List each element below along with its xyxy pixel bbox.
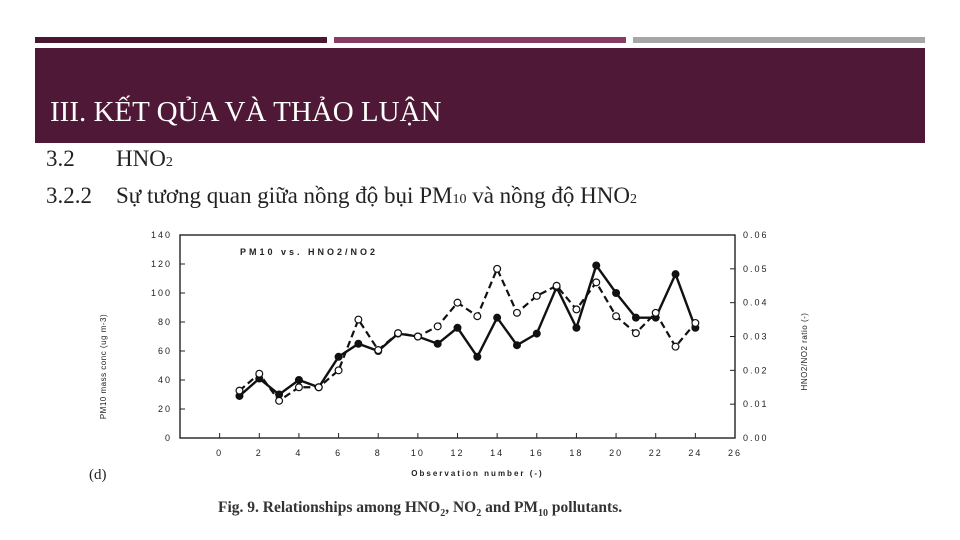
y-right-tick-label: 0.00 [743, 433, 769, 443]
x-axis-label: Observation number (-) [411, 469, 544, 478]
series-1-point [613, 290, 620, 297]
series-2-point [474, 313, 481, 320]
y-right-tick-label: 0.05 [743, 263, 769, 274]
section-number: 3.2 [46, 146, 75, 171]
series-2-point [553, 282, 560, 289]
series-1-point [494, 314, 501, 321]
series-2-point [652, 309, 659, 316]
subsection-text-b: và nồng độ HNO [466, 183, 630, 208]
series-2-point [434, 323, 441, 330]
series-line-2 [239, 269, 695, 401]
series-1-point [335, 353, 342, 360]
y-right-tick-label: 0.03 [743, 331, 769, 342]
series-2-point [414, 333, 421, 340]
y-left-tick-label: 0 [164, 433, 172, 443]
caption-sub-b: 2 [476, 508, 482, 520]
series-2-point [315, 384, 322, 391]
x-tick-label: 18 [569, 448, 584, 458]
x-tick-label: 24 [688, 448, 703, 458]
series-2-point [276, 397, 283, 404]
series-1-point [533, 330, 540, 337]
caption-sub-c: 10 [538, 508, 549, 520]
x-tick-label: 12 [450, 448, 465, 458]
series-2-point [375, 347, 382, 354]
series-1-point [434, 340, 441, 347]
x-tick-label: 0 [216, 448, 224, 458]
subsection-text-a: Sự tương quan giữa nồng độ bụi PM [116, 183, 453, 208]
panel-label: (d) [89, 467, 107, 483]
caption-part-b: , NO [445, 499, 477, 516]
section-subscript: 2 [165, 155, 173, 170]
section-heading [46, 146, 173, 172]
y-left-tick-label: 60 [157, 346, 172, 356]
y-right-tick-label: 0.04 [743, 297, 769, 308]
series-2-point [494, 265, 501, 272]
y-right-tick-label: 0.01 [743, 399, 769, 410]
series-1-point [296, 377, 303, 384]
x-tick-label: 6 [335, 448, 343, 458]
series-1-point [632, 314, 639, 321]
x-tick-label: 14 [490, 448, 505, 458]
caption-sub-a: 2 [440, 508, 446, 520]
slide-title: III. KẾT QỦA VÀ THẢO LUẬN [50, 96, 442, 128]
subsection-sub-b: 2 [629, 192, 637, 207]
chart-figure [80, 215, 809, 480]
series-2-point [395, 330, 402, 337]
y-left-tick-label: 140 [150, 230, 172, 240]
series-1-point [514, 342, 521, 349]
series-2-point [355, 316, 362, 323]
y-left-tick-label: 80 [157, 317, 172, 327]
caption-part-a: Fig. 9. Relationships among HNO [218, 499, 441, 516]
series-2-point [672, 343, 679, 350]
chart-title: PM10 vs. HNO2/NO2 [240, 247, 379, 257]
series-1-point [573, 324, 580, 331]
x-tick-label: 16 [529, 448, 544, 458]
accent-bar-3 [633, 37, 925, 43]
section-text: HNO [116, 146, 166, 171]
x-tick-label: 22 [648, 448, 663, 458]
x-tick-label: 26 [727, 448, 743, 458]
y-left-tick-label: 20 [157, 404, 172, 414]
series-2-point [296, 384, 303, 391]
y-right-axis-label: HNO2/NO2 ratio (-) [800, 312, 809, 391]
series-2-point [335, 367, 342, 374]
series-2-point [256, 370, 263, 377]
y-left-tick-label: 100 [150, 288, 172, 298]
series-1-point [454, 324, 461, 331]
subsection-heading [46, 183, 637, 209]
x-tick-label: 10 [410, 448, 425, 458]
series-1-point [474, 353, 481, 360]
y-left-axis-label: PM10 mass conc (ug m-3) [99, 313, 108, 420]
series-2-point [573, 306, 580, 313]
plot-frame [180, 235, 735, 438]
series-1-point [355, 340, 362, 347]
y-right-tick-label: 0.06 [743, 230, 769, 240]
y-right-tick-label: 0.02 [743, 365, 769, 376]
series-line-1 [239, 265, 695, 396]
series-2-point [593, 279, 600, 286]
x-tick-label: 2 [255, 448, 263, 458]
subsection-number: 3.2.2 [46, 183, 92, 208]
y-left-tick-label: 40 [157, 375, 172, 385]
accent-bar-2 [334, 37, 626, 43]
x-tick-label: 20 [609, 448, 624, 458]
series-2-point [613, 313, 620, 320]
y-left-tick-label: 120 [150, 259, 172, 269]
series-1-point [672, 271, 679, 278]
subsection-sub-a: 10 [452, 192, 467, 207]
series-2-point [454, 299, 461, 306]
accent-bar-1 [35, 37, 327, 43]
x-tick-label: 4 [295, 448, 303, 458]
series-2-point [533, 293, 540, 300]
series-2-point [692, 320, 699, 327]
series-2-point [632, 330, 639, 337]
series-1-point [593, 262, 600, 269]
series-2-point [236, 387, 243, 394]
caption-part-d: pollutants. [548, 499, 623, 516]
series-2-point [514, 309, 521, 316]
x-tick-label: 8 [374, 448, 382, 458]
caption-part-c: and PM [481, 499, 539, 516]
figure-caption [218, 499, 622, 519]
